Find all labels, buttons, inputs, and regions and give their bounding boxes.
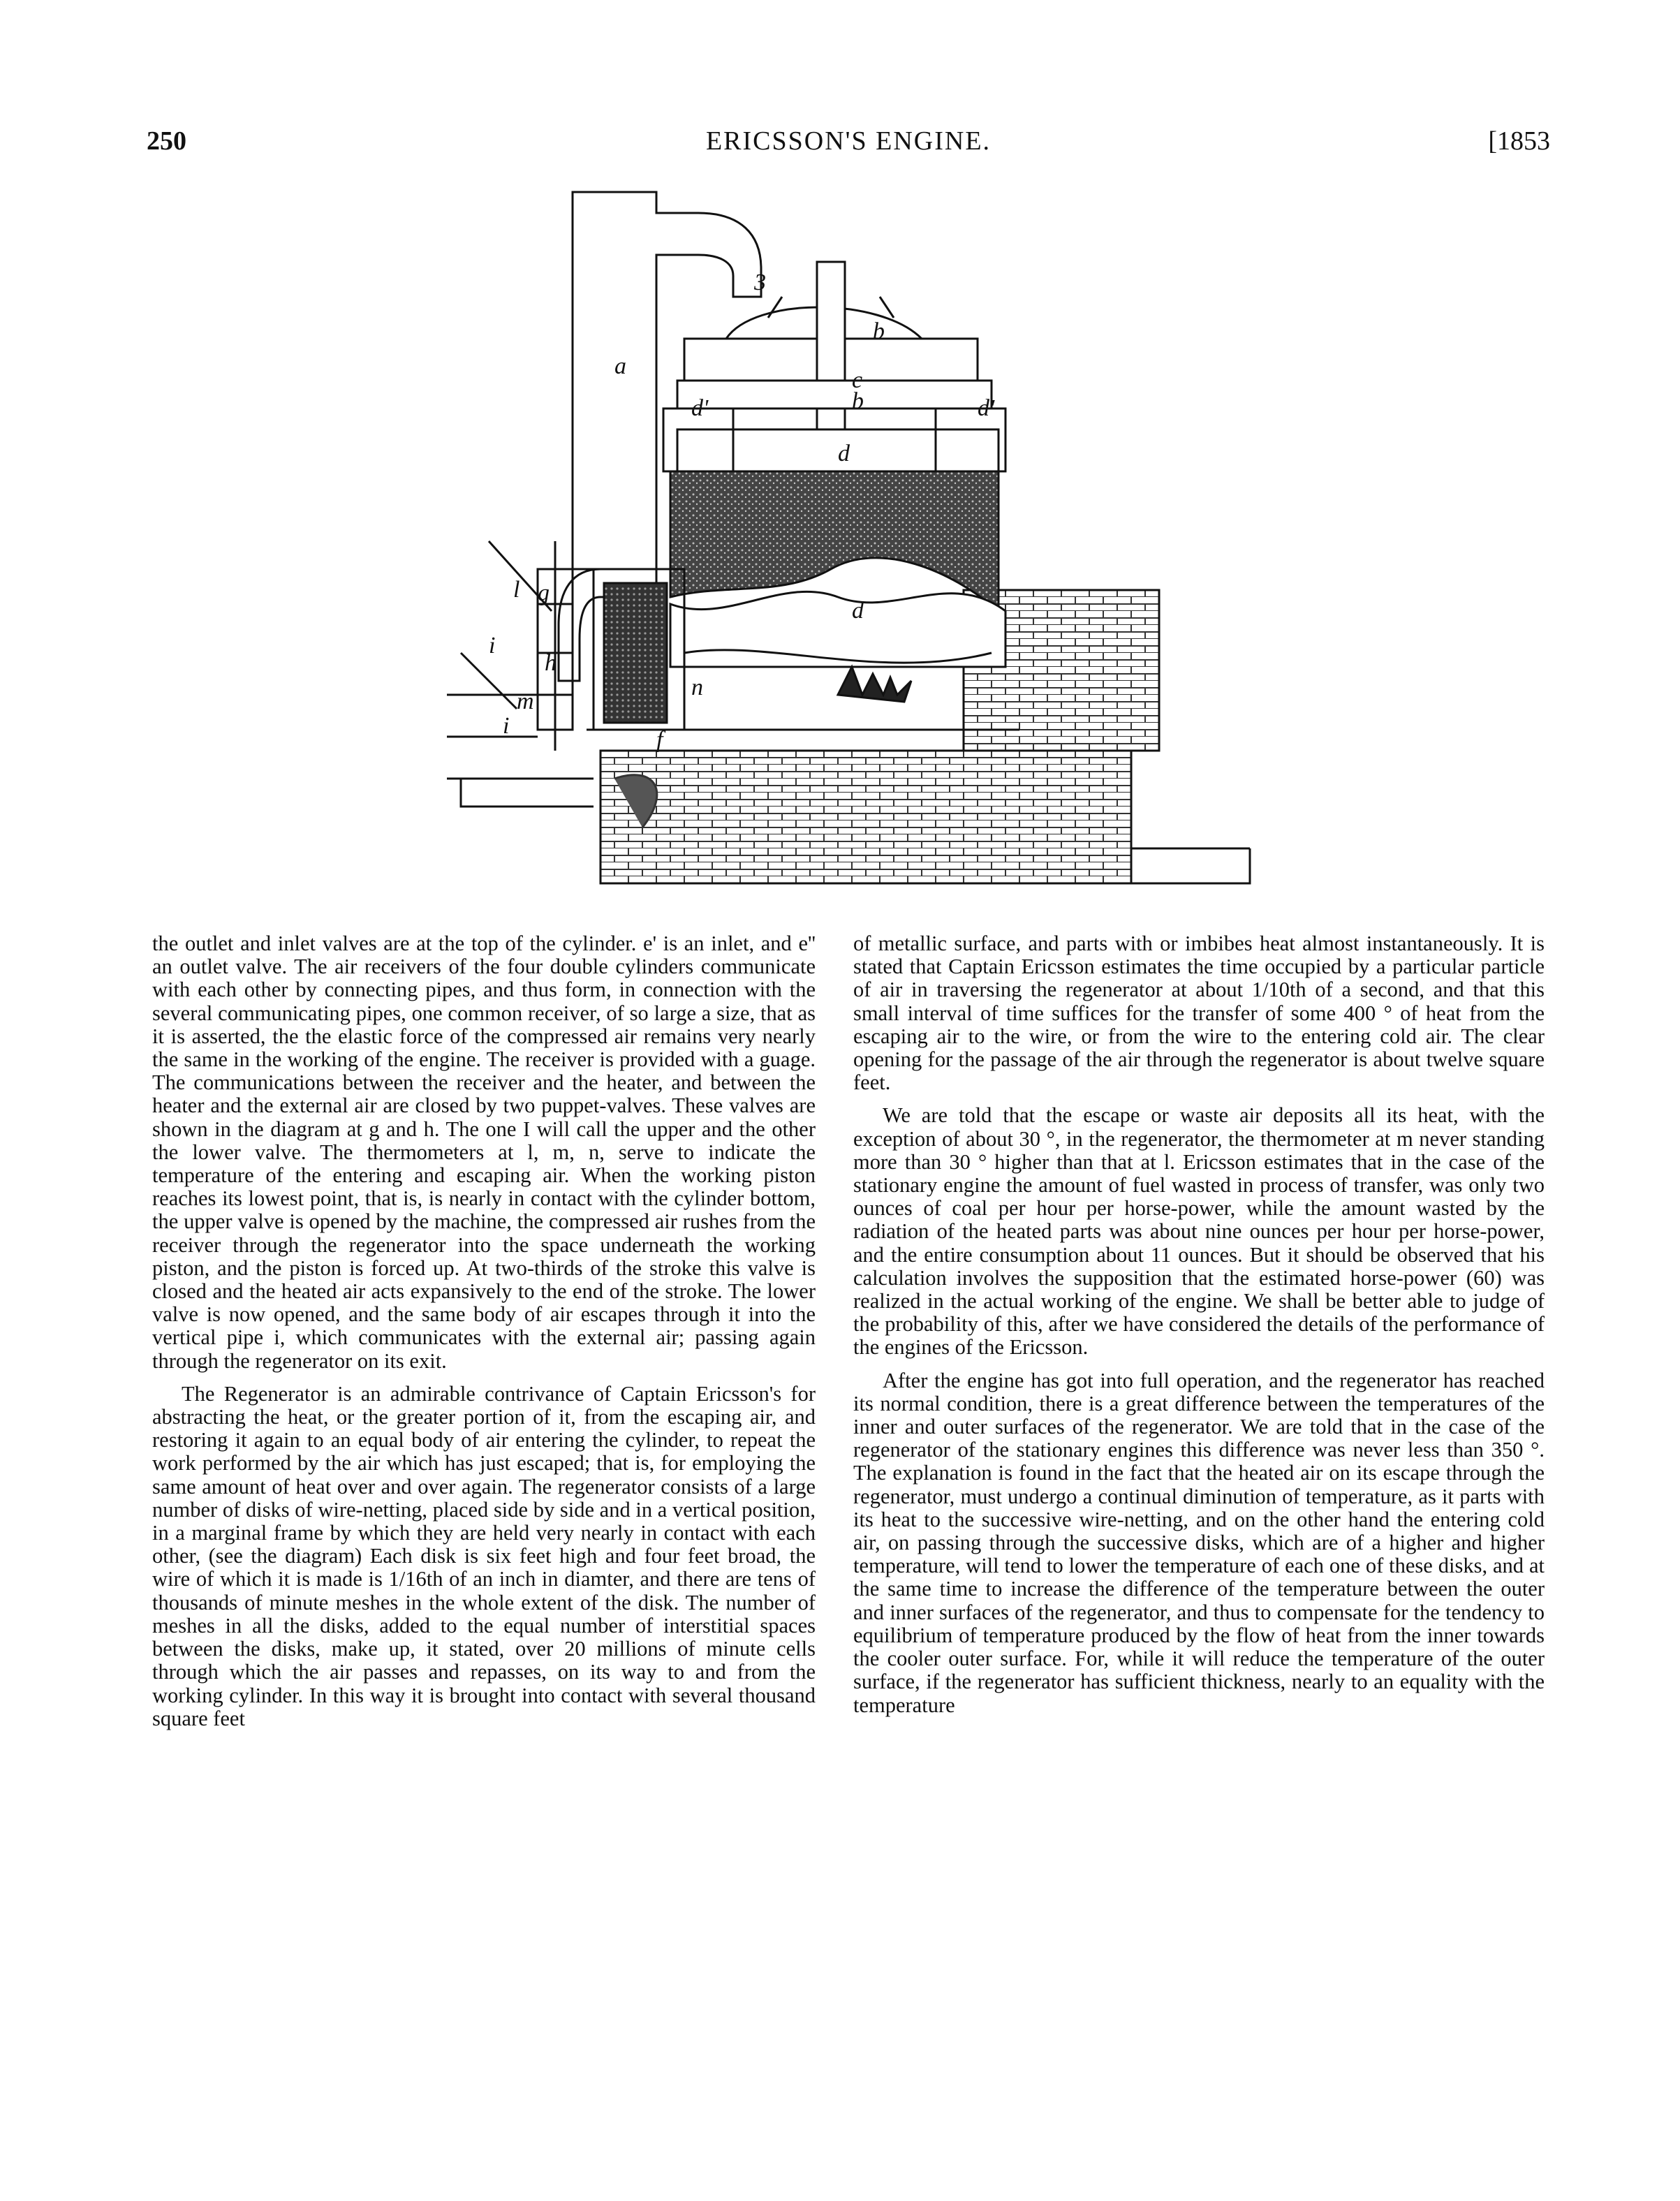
figure-label-d-prime-right: d' <box>978 395 995 421</box>
page-number: 250 <box>147 126 186 156</box>
figure-label-b-upper: b <box>873 318 885 344</box>
paragraph-valves: the outlet and inlet valves are at the top of the cylinder. e' is an inlet, and e'' an outlet valve. The air receivers of the four double cylinders communicate with each other by connecting pipes, and thus form, in connection with the several communicating pipes, one common receiver, of so large a size, that as it is asserted, the the elastic force of the compressed air remains very nearly the same in the working of the engine. The receiver is provided with a guage. The communications between the receiver and the heater, and between the heater and the external air are closed by two puppet-valves. These valves are shown in the diagram at g and h. The one I will call the upper and the other the lower valve. The thermometers at l, m, n, serve to indicate the temperature of the entering and escaping air. When the working piston reaches its lowest point, that is, is nearly in contact with the cylinder bottom, the upper valve is opened by the machine, the compressed air rushes from the receiver through the regenerator into the space underneath the working piston, and the piston is forced up. At two-thirds of the stroke this valve is closed and the heated air acts expansively to the end of the stroke. The lower valve is now opened, and the same body of air escapes through it into the vertical pipe i, which communicates with the external air; passing again through the regenerator on its exit. <box>152 932 816 1373</box>
figure-label-3: 3 <box>754 270 766 295</box>
paragraph-waste-air: We are told that the escape or waste air deposits all its heat, with the exception of about 30 °, in the regenerator, the thermometer at m never standing more than 30 ° higher than that at l. Ericsson estimates that in the case of the stationary engine the amount of fuel wasted in process of transfer, was only two ounces of coal per hour per horse-power, while the amount wasted by the radiation of the heated parts was about nine ounces per hour per horse-power, and the entire consumption about 11 ounces. But it should be observed that his calculation involves the supposition that the estimated horse-power (60) was realized in the actual working of the engine. We shall be better able to judge of the probability of this, after we have considered the details of the performance of the engines of the Ericsson. <box>853 1103 1545 1360</box>
figure-label-n: n <box>691 675 703 700</box>
paragraph-regenerator: The Regenerator is an admirable contrivance of Captain Ericsson's for abstracting the heat, or the greater portion of it, from the escaping air, and restoring it again to an equal body of air entering the cylinder, to repeat the work performed by the air which has just escaped; that is, for employing the same amount of heat over and over again. The regenerator consists of a large number of disks of wire-netting, placed side by side and in a vertical position, in a marginal frame by which they are held very nearly in contact with each other, (see the diagram) Each disk is six feet high and four feet broad, the wire of which it is made is 1/16th of an inch in diamter, and there are tens of thousands of minute meshes in the whole extent of the disk. The number of meshes in all the disks, added to the equal number of interstitial spaces between the disks, make up, it stated, over 20 millions of minute cells through which the air passes and repasses, on its way to and from the working cylinder. In this way it is brought into contact with several thousand square feet <box>152 1381 816 1730</box>
figure-label-f: f <box>656 727 663 753</box>
year-marker: [1853 <box>1488 126 1550 156</box>
figure-label-i-upper: i <box>489 633 496 658</box>
figure-label-i-lower: i <box>503 713 510 739</box>
engine-diagram <box>447 178 1257 918</box>
figure-label-d-prime-left: d' <box>691 395 709 421</box>
figure-label-a: a <box>614 353 626 379</box>
figure-label-h: h <box>545 650 557 676</box>
figure-label-d-lower: d <box>852 598 864 624</box>
figure-label-l: l <box>513 577 520 603</box>
paragraph-metallic-surface: of metallic surface, and parts with or imbibes heat almost instantaneously. It is stated that Captain Ericsson estimates the time occupied by a particular particle of air in traversing the regenerator at about 1/10th of a second, and that this small interval of time suffices for the transfer of some 400 ° of heat from the escaping air to the wire, or from the wire to the entering cold air. The clear opening for the passage of the air through the regenerator is about twelve square feet. <box>853 932 1545 1095</box>
paragraph-normal-condition: After the engine has got into full operation, and the regenerator has reached its normal condition, there is a great difference between the temperatures of the inner and outer surfaces of the regenerator. We are told that in the case of the regenerator of the stationary engines this difference was never less than 350 °. The explanation is found in the fact that the heated air on its escape through the regenerator, must undergo a continual diminution of temperature, as it parts with its heat to the successive wire-netting, and on the other hand the entering cold air, on passing through the successive disks, which are of a higher and higher temperature, will tend to lower the temperature of each one of these disks, and at the same time to increase the difference of the temperature between the outer and inner surfaces of the regenerator, and thus to compensate for the tendency to equilibrium of temperature produced by the flow of heat from the inner towards the cooler outer surface. For, while it will reduce the temperature of the outer surface, if the regenerator has sufficient thickness, nearly to an equality with the temperature <box>853 1368 1545 1717</box>
figure-label-g: g <box>538 580 550 606</box>
figure-label-m: m <box>517 689 534 714</box>
left-column <box>152 932 816 1740</box>
right-column <box>853 932 1545 1727</box>
figure-label-b-lower: b <box>852 388 864 414</box>
page-header <box>147 126 1550 168</box>
figure-label-c: c <box>852 367 863 393</box>
running-title: ERICSSON'S ENGINE. <box>705 126 992 156</box>
figure-label-d-upper: d <box>838 441 850 466</box>
